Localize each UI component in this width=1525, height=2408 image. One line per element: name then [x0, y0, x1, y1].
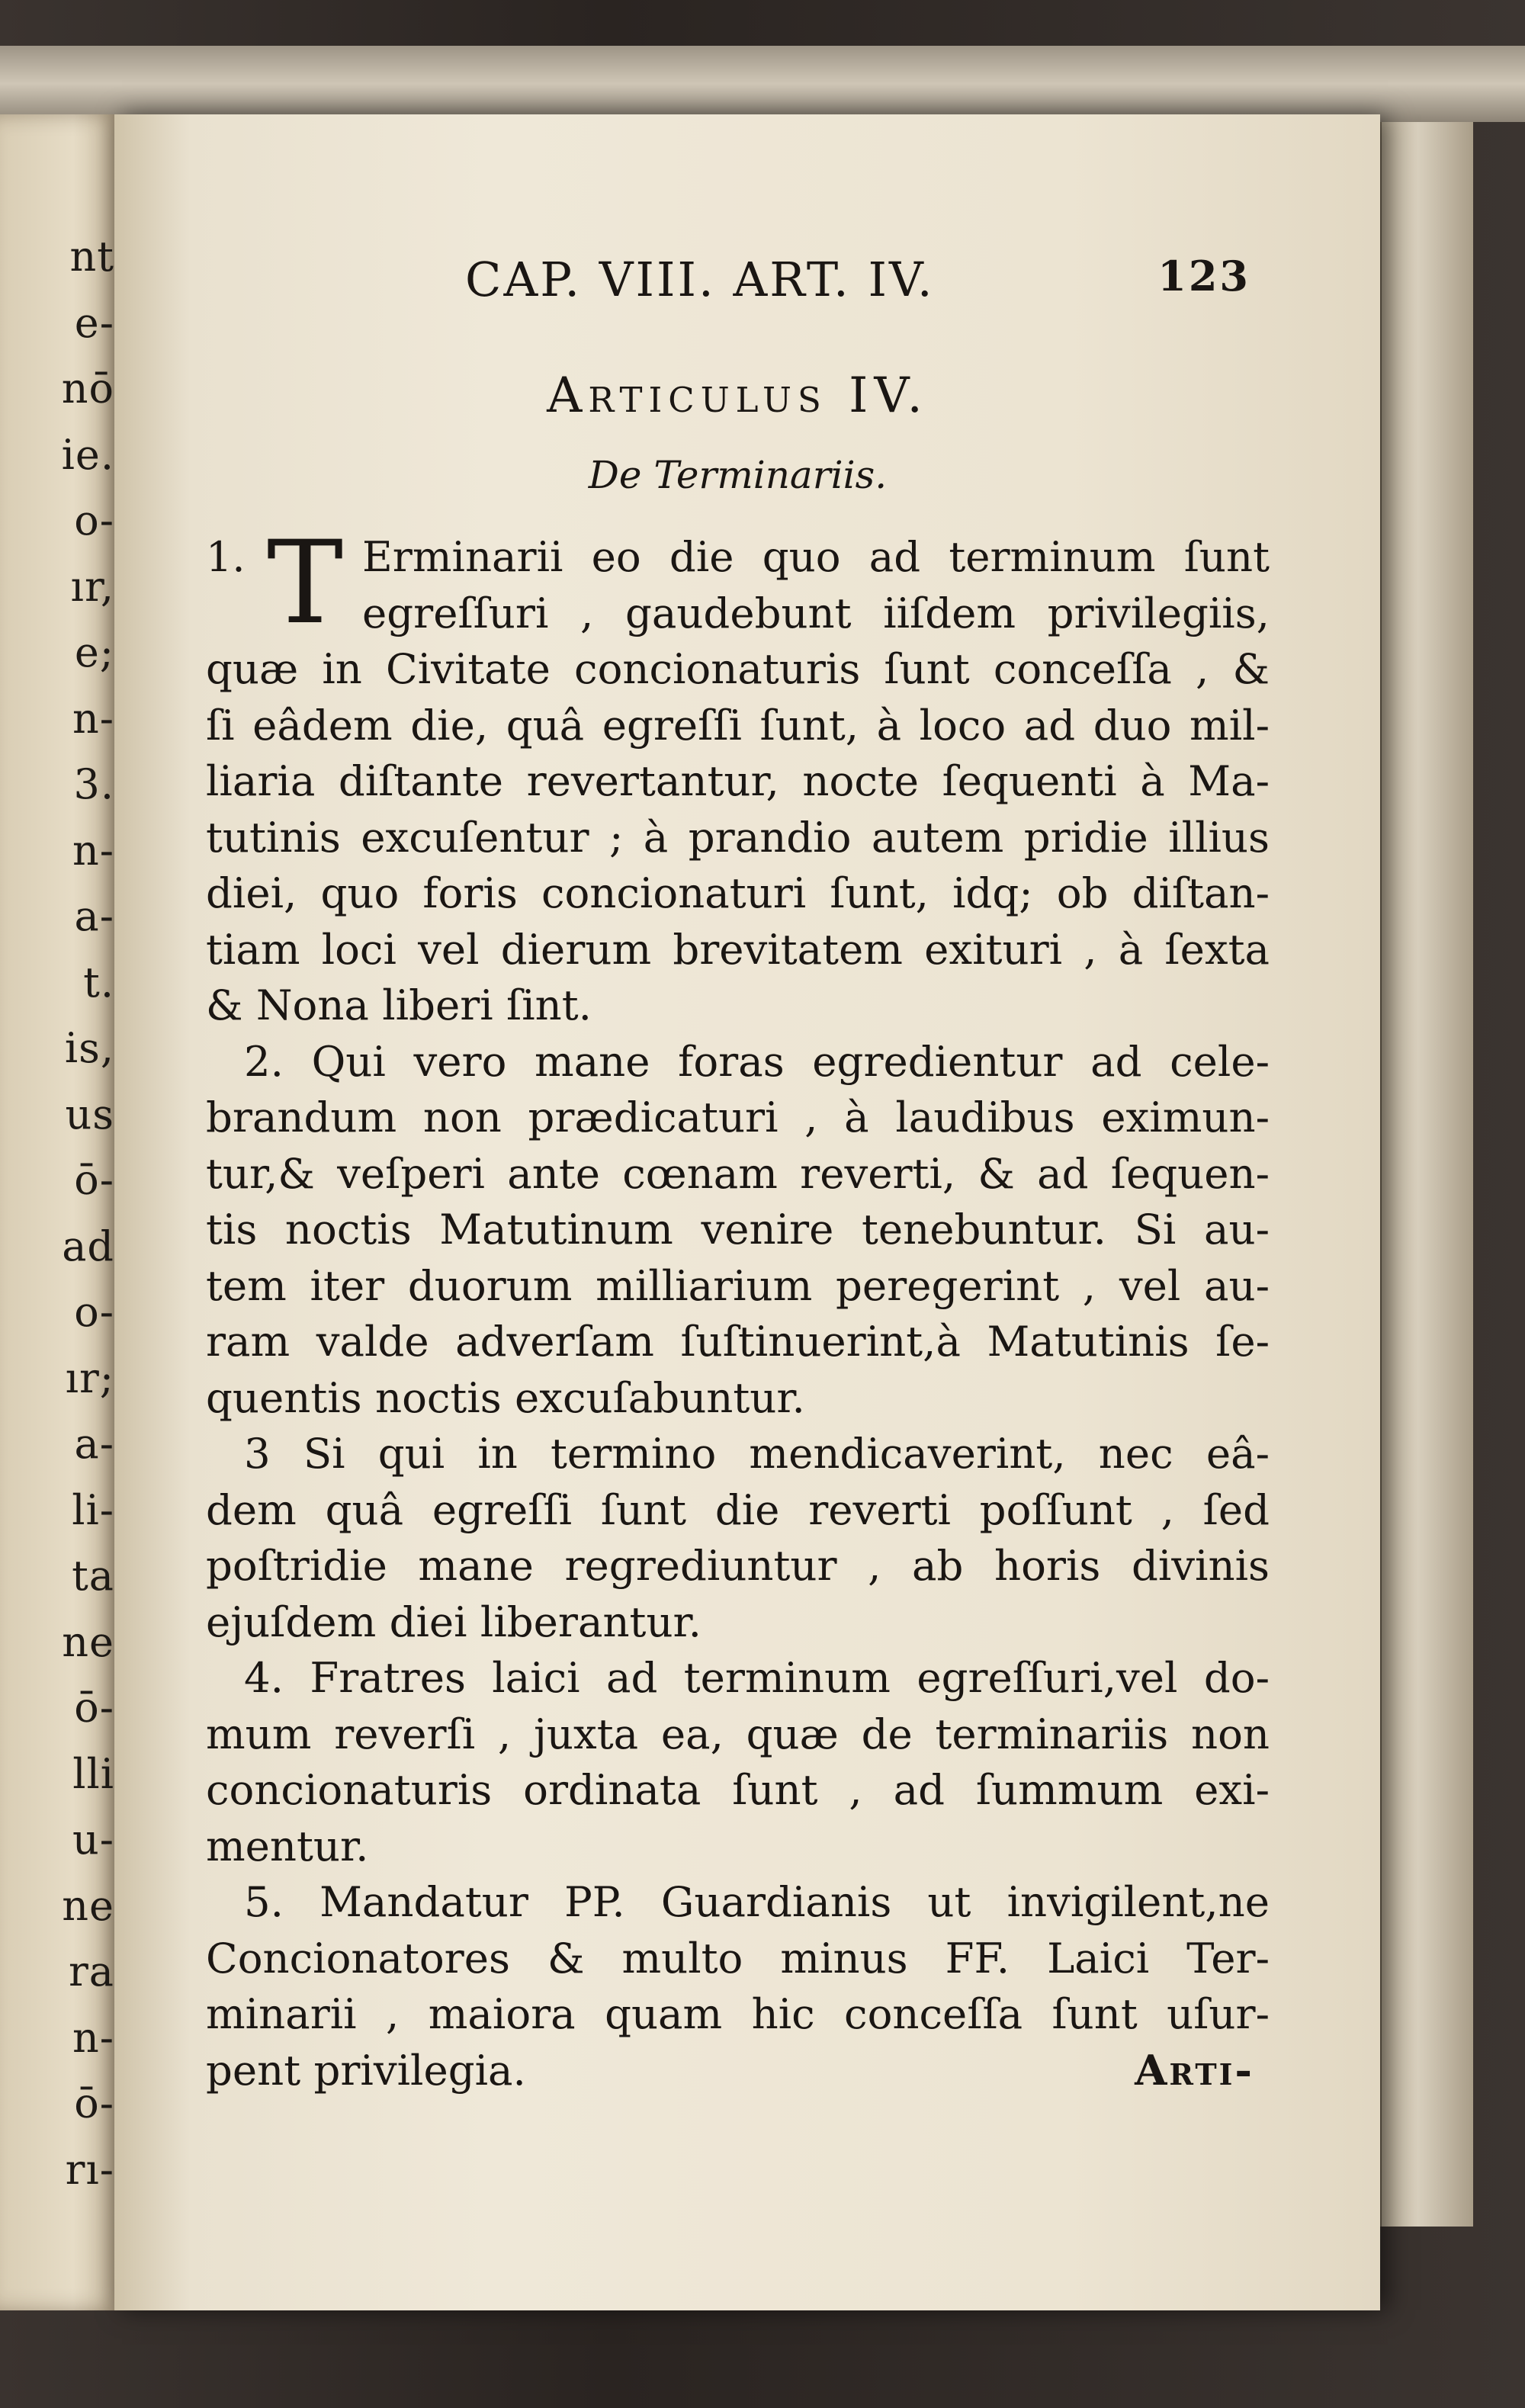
left-page-fragment: is,	[64, 1024, 114, 1072]
left-page-fragment: ne	[62, 1617, 114, 1666]
left-page-fragment: nt	[69, 233, 114, 281]
left-facing-page	[0, 114, 124, 2310]
running-title: CAP. VIII. ART. IV.	[465, 252, 935, 307]
text-line: 2. Qui vero mane foras egredientur ad cele-	[244, 1036, 1270, 1086]
text-line: quæ in Civitate concionaturis ſunt conceſſa , &	[206, 644, 1270, 693]
left-page-fragment: ō-	[74, 1684, 114, 1732]
left-page-fragment: lli	[72, 1749, 114, 1798]
left-page-fragment: n-	[72, 694, 114, 743]
text-line: 5. Mandatur PP. Guardianis ut invigilent,ne	[244, 1877, 1270, 1926]
left-page-fragment: li-	[72, 1485, 114, 1534]
paragraph-5	[206, 1874, 1270, 2099]
text-line: tur,& veſperi ante cœnam reverti, & ad ſequen-	[206, 1148, 1270, 1198]
left-page-fragment: nō	[61, 364, 114, 413]
text-line: tiam loci vel dierum brevitatem exituri , à ſexta	[206, 924, 1270, 974]
left-page-fragment: rı-	[65, 2145, 114, 2194]
paragraph-3	[206, 1426, 1270, 1650]
last-line-row	[206, 2043, 1270, 2099]
text-line: mentur.	[206, 1821, 369, 1870]
paragraph-number: 1.	[206, 533, 246, 581]
drop-cap-initial: T	[267, 517, 344, 650]
book-binding-top	[0, 46, 1525, 122]
left-page-fragment: e;	[74, 628, 114, 676]
left-page-fragment: u-	[72, 1816, 114, 1864]
text-line: mum reverſi , juxta ea, quæ de terminariis non	[206, 1709, 1270, 1758]
text-line: diei, quo foris concionaturi ſunt, idq; ob diſtan-	[206, 868, 1270, 917]
text-line: tutinis excuſentur ; à prandio autem pridie illius	[206, 812, 1270, 862]
left-page-fragment: ie.	[61, 430, 114, 479]
text-line: minarii , maiora quam hic conceſſa ſunt uſur-	[206, 1989, 1270, 2038]
page-edges	[1380, 122, 1473, 2227]
text-line: pent privilegia.	[206, 2045, 526, 2095]
text-line: ram valde adverſam ſuſtinuerint,à Matutinis ſe-	[206, 1317, 1270, 1366]
running-head	[206, 252, 1270, 313]
text-line: Concionatores & multo minus FF. Laici Ter-	[206, 1933, 1270, 1983]
text-line: ejuſdem diei liberantur.	[206, 1597, 702, 1646]
left-page-fragment: o-	[74, 1288, 114, 1336]
left-page-fragment: ra	[68, 1947, 114, 1995]
text-line: tem iter duorum milliarium peregerint , vel au-	[206, 1260, 1270, 1310]
left-page-fragment: 3.	[73, 760, 114, 808]
article-title: Articulus IV.	[547, 368, 929, 424]
left-page-fragment: ō-	[74, 2079, 114, 2127]
left-page-fragment: ō-	[74, 1156, 114, 1204]
paragraph-2	[206, 1034, 1270, 1427]
text-line: ſi eâdem die, quâ egreſſi ſunt, à loco ad duo mil-	[206, 700, 1270, 750]
left-page-fragment: ta	[72, 1552, 114, 1600]
left-page-fragment: ır,	[70, 562, 114, 611]
article-subtitle: De Terminariis.	[588, 453, 888, 497]
paragraph-4	[206, 1650, 1270, 1874]
text-line: poſtridie mane regrediuntur , ab horis divinis	[206, 1541, 1270, 1590]
left-page-fragment: o-	[74, 496, 114, 544]
left-page-fragment: n-	[72, 2013, 114, 2062]
text-line: concionaturis ordinata ſunt , ad ſummum exi-	[206, 1765, 1270, 1814]
left-page-fragment: ne	[62, 1881, 114, 1930]
text-line: 4. Fratres laici ad terminum egreſſuri,vel do-	[244, 1653, 1270, 1702]
text-line: Erminarii eo die quo ad terminum ſunt	[362, 532, 1270, 581]
left-page-fragment: e-	[74, 298, 114, 347]
text-line: egreſſuri , gaudebunt iiſdem privilegiis,	[362, 588, 1270, 637]
left-page-fragment: us	[65, 1090, 114, 1138]
page-number: 123	[1157, 252, 1250, 300]
text-line: quentis noctis excuſabuntur.	[206, 1373, 805, 1422]
text-line: dem quâ egreſſi ſunt die reverti poſſunt , ſed	[206, 1485, 1270, 1534]
text-line: & Nona liberi ſint.	[206, 981, 592, 1029]
paragraph-1	[206, 517, 1270, 1034]
text-line: brandum non prædicaturi , à laudibus eximun-	[206, 1093, 1270, 1141]
text-line: liaria diſtante revertantur, nocte ſequenti à Ma-	[206, 756, 1270, 805]
page-content	[206, 252, 1270, 2099]
text-line: tis noctis Matutinum venire tenebuntur. Si au-	[206, 1205, 1270, 1254]
left-page-fragment: a-	[74, 892, 114, 940]
text-line: 3 Si qui in termino mendicaverint, nec eâ-	[244, 1429, 1270, 1478]
catchword: Arti-	[1135, 2045, 1254, 2095]
left-page-fragment: n-	[72, 826, 114, 875]
left-page-fragment: t.	[83, 958, 114, 1007]
left-page-fragment: ad	[62, 1222, 114, 1270]
left-page-fragment: a-	[74, 1420, 114, 1468]
left-page-fragment: ır;	[65, 1353, 114, 1402]
